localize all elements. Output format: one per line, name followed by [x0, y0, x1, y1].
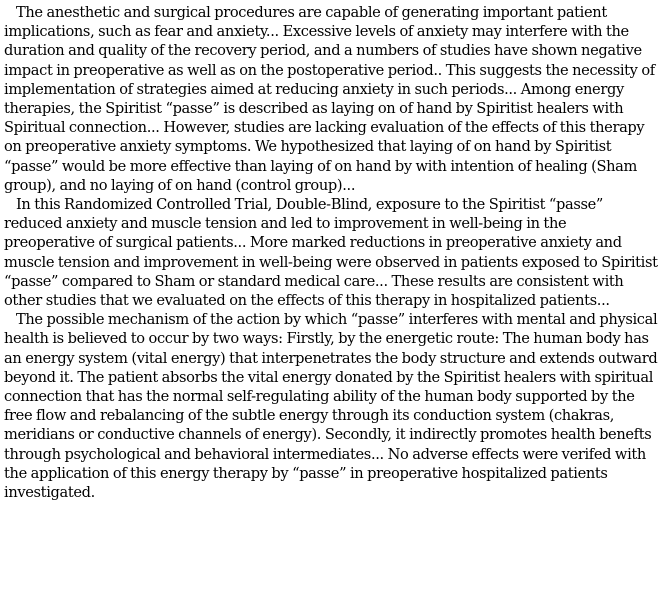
paragraph-introduction: The anesthetic and surgical procedures are capable of generating important patient implications, such as fear and anxiety... Excessive levels of anxiety may interfere with the duration and quality of the recovery period, and a numbers of studies have shown negative impact in preoperative as well as on the postoperative period.. This suggests the necessity of implementation of strategies aimed at reducing anxiety in such periods... Among energy therapies, the Spiritist “passe” is described as laying on of hand by Spiritist healers with Spiritual connection... However, studies are lacking evaluation of the effects of this therapy on preoperative anxiety symptoms. We hypothesized that laying of on hand by Spiritist “passe” would be more effective than laying of on hand by with intention of healing (Sham group), and no laying of on hand (control group)...: [4, 4, 655, 194]
paragraph-results: In this Randomized Controlled Trial, Double-Blind, exposure to the Spiritist “passe” reduced anxiety and muscle tension and led to improvement in well-being in the preoperative of surgical patients... More marked reductions in preoperative anxiety and muscle tension and improvement in well-being were observed in patients exposed to Spiritist “passe” compared to Sham or standard medical care... These results are consistent with other studies that we evaluated on the effects of this therapy in hospitalized patients...: [4, 196, 658, 310]
paragraph-mechanism: The possible mechanism of the action by which “passe” interferes with mental and physical health is believed to occur by two ways: Firstly, by the energetic route: The human body has an energy system (vital energy) that interpenetrates the body structure and extends outward beyond it. The patient absorbs the vital energy donated by the Spiritist healers with spiritual connection that has the normal self-regulating ability of the human body supported by the free flow and rebalancing of the subtle energy through its conduction system (chakras, meridians or conductive channels of energy). Secondly, it indirectly promotes health benefts through psychological and behavioral intermediates... No adverse effects were verifed with the application of this energy therapy by “passe” in preoperative hospitalized patients investigated.: [4, 311, 658, 502]
